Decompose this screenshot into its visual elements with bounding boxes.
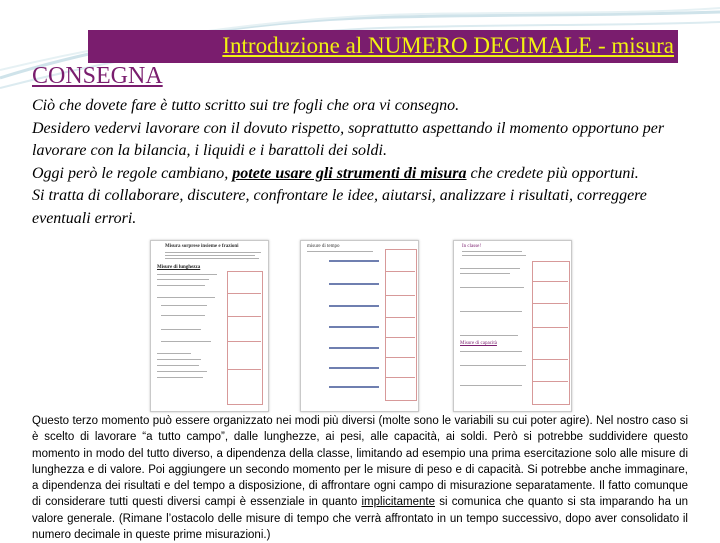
- explanation-text-end: si comunica che quanto si sta imparando ha un valore generale. (Rimane l’ostacolo delle misure di tempo che verrà affrontato in un tempo successivo, dopo aver consolidato il numero decimale in queste prime misurazioni.): [32, 496, 688, 542]
- worksheet-1: [150, 240, 269, 412]
- paragraph-3: [32, 163, 692, 186]
- paragraph-3-end: che credete più opportuni.: [466, 164, 639, 182]
- paragraph-4: Si tratta di collaborare, discutere, confrontare le idee, aiutarsi, analizzare i risultati, correggere eventuali errori.: [32, 187, 647, 227]
- instructions-text: [32, 95, 692, 230]
- worksheet-2: [300, 240, 419, 412]
- worksheet-2-title: misure di tempo: [307, 244, 340, 249]
- worksheet-thumbnails: [150, 240, 585, 410]
- worksheet-3-title: In classe!: [462, 244, 482, 249]
- explanation-text: [32, 413, 688, 543]
- worksheet-1-title: Misura sorprese insieme e frazioni: [165, 244, 239, 249]
- worksheet-3: [453, 240, 572, 412]
- explanation-underlined-word: implicitamente: [361, 496, 435, 509]
- paragraph-2: Desidero vedervi lavorare con il dovuto rispetto, soprattutto aspettando il momento opportuno per lavorare con la bilancia, i liquidi e i barattoli dei soldi.: [32, 119, 665, 159]
- worksheet-1-heading: Misure di lunghezza: [157, 265, 201, 270]
- worksheet-3-heading: Misure di capacità: [460, 341, 497, 346]
- paragraph-3-highlight: potete usare gli strumenti di misura: [232, 164, 467, 182]
- slide-title: Introduzione al NUMERO DECIMALE - misura: [222, 33, 674, 58]
- paragraph-1: Ciò che dovete fare è tutto scritto sui tre fogli che ora vi consegno.: [32, 97, 460, 114]
- explanation-text-start: Questo terzo momento può essere organizzato nei modi più diversi (molte sono le variabili su cui poter agire). Nel nostro caso si è scelto di lavorare “a tutto campo”, dalle lunghezze, ai pesi, alle capacità, ai soldi. Però si potrebbe suddividere questo momento in modo del tutto diverso, a dipendenza della classe, limitando ad esempio una prima esercitazione solo alle misure di lunghezza e di valore. Poi aggiungere un secondo momento per le misure di peso e di capacità. Si potrebbe anche immaginare, a dipendenza dei risultati e del tempo a disposizione, di affrontare ogni campo di misurazione separatamente. Il fatto comunque di considerare tutti questi diversi campi è essenziale in quanto: [32, 415, 688, 509]
- title-bar: [88, 30, 678, 63]
- paragraph-3-start: Oggi però le regole cambiano,: [32, 164, 233, 182]
- slide-subtitle: CONSEGNA: [32, 63, 163, 89]
